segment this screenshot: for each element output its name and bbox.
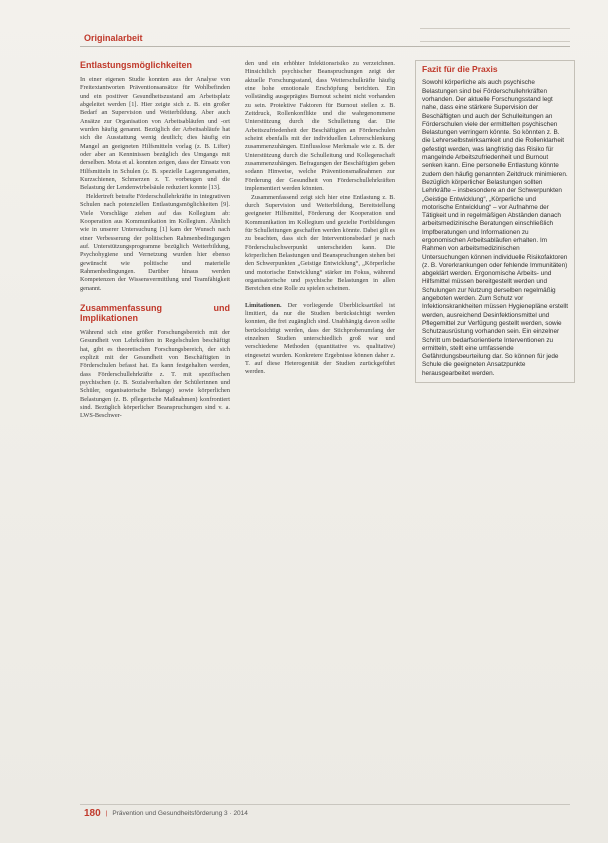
footer-rule <box>80 804 570 805</box>
paragraph: den und ein erhöhter Infektionsrisiko zu verzeichnen. Hinsichtlich psychischer Beanspruchungen zeigt der aktuelle Forschungsstand, dass Weiterschulkräfte häufig eine hohe emotionale Erschöpfung berichten. Ein vollständig ausgeprägtes Burnout scheint nicht vorhanden zu sein. Protektive Faktoren für Burnout stellen z. B. Zeitdruck, Rollenkonflikte und die wahrgenommene Unterstützung durch die Schulleitung dar. Die Arbeitszufriedenheit der Beschäftigten an Förderschulen scheint ebenfalls mit der individuellen Lehrerschlenkung zusammenzuhängen. Einflusslose Merkmale wie z. B. der Unterstützung durch die Schulleitung und Kollegenschaft zusammenzuhängen. Befragungen der Beschäftigten geben sodann Hinweise, welche Präventionsmaßnahmen zur Förderung der Gesundheit von Förderschullehrkräften implementiert werden könnten. <box>245 60 395 193</box>
paragraph: Während sich eine größer Forschungsbereich mit der Gesundheit von Lehrkräften in Regelschulen beschäftigt hat, gibt es theoretischen Forschungsbereich, der sich explizit mit der Gesundheit von Beschäftigten in Förderschulen befasst hat. Es kann festgehalten werden, dass Förderschullehrkräfte z. T. mit spezifischen psychischen (z. B. Sozialverhalten der Schülerinnen und Schüler, organisatorische Belange) sowie körperlichen Belastungen (z. B. pflegerische Maßnahmen) konfrontiert sind. Bezüglich körperlicher Beanspruchungen sind v. a. LWS-Beschwer- <box>80 328 230 420</box>
header-decorative-lines <box>420 28 570 54</box>
paragraph: In einer eigenen Studie konnten aus der Analyse von Freitextantworten Präventionsansätze für Wohlbefinden und ein positiver Gesundheitszustand am Arbeitsplatz abgeleitet werden [1]. Hier zeigte sich z. B. ein großer Bedarf an Supervision und Weiterbildung. Aber auch Ansätze zur Organisation von Arbeitsabläufen und -ort wurden häufig genannt. Bezüglich der Arbeitsabläufe hat sich die Ausstattung wenig deutlich; dies häufig ein Mangel an geeigneten Hilfsmitteln vorlag (z. B. Lifter) oder aber an Kenntnissen bezüglich des Umgangs mit derselben. Mota et al. konnten zeigen, dass der Einsatz von Hilfsmitteln in Schulen (z. B. spezielle Lagerungsmatten, Kurzschienen, Schmerzen z. T. vorbeugen und die Belastung der Lendenwirbelsäule reduziert konnte [13]. <box>80 76 230 192</box>
journal-title: Prävention und Gesundheitsförderung 3 · 2014 <box>112 810 248 817</box>
paragraph: Zusammenfassend zeigt sich hier eine Entlastung z. B. durch Supervision und Weiterbildung, Bereitstellung geeigneter Hilfsmittel, Förderung der Kooperation und Kommunikation im Kollegium und gezielte Fortbildungen für Schulleitungen geschaffen werden könnte. Dabei gilt es zu beachten, dass sich der Interventionsbedarf je nach Förderschulschwerpunkt unterscheiden kann. Die körperlichen Belastungen und Beanspruchungen stehen bei den Schwerpunkten „Geistige Entwicklung“, „Körperliche und motorische Entwicklung“ stärker im Fokus, während organisatorische und psychische Belastungen in allen Bereichen eine Rolle zu spielen scheinen. <box>245 193 395 293</box>
heading-zusammenfassung: Zusammenfassung und Implikationen <box>80 302 230 323</box>
fazit-title: Fazit für die Praxis <box>422 64 498 74</box>
paragraph: Heldertreft betrafte Förderschullehrkräfte in integrativen Schulen nach potenziellen Entlastungsmöglichkeiten [9]. Viele Vorschläge ziehen auf das Kollegium ab: Kooperation aus Kommunikation im Kollegium. Ähnlich wie in unserer Untersuchung [1] kam der Wunsch nach einer Verbesserung der politischen Rahmenbedingungen auf. Unterstützungsprogramme bezüglich Weiterbildung, Psychohygiene und Vernetzung wurden hier ebenso gewünscht wie politische und materielle Rahmenbedingungen. Darüber hinaus werden Kompetenzen der Wissensvermittlung und Teamfähigkeit genannt. <box>80 192 230 292</box>
heading-entlastung: Entlastungsmöglichkeiten <box>80 60 193 70</box>
fazit-box <box>415 60 575 383</box>
column-right <box>415 60 575 620</box>
footer-separator: | <box>105 810 108 817</box>
fazit-text: Sowohl körperliche als auch psychische Belastungen sind bei Förderschullehrkräften vorhanden. Der aktuelle Forschungsstand legt nahe, dass eine stärkere Supervision der Beschäftigten und auch der Schulleitungen an Förderschulen viele der ermittelten psychischen Belastungen verringern könnte. So könnten z. B. die Lehrerselbstwirksamkeit und die Rollenklarheit gefestigt werden, was langfristig das Risiko für mangelnde Arbeitszufriedenheit und Burnout senken kann. Eine personelle Entlastung könnte zudem den häufig genannten Zeitdruck minimieren. Bezüglich körperlicher Belastungen sollten Lehrkräfte – insbesondere an der Schwerpunkten „Geistige Entwicklung“, „Körperliche und motorische Entwicklung“ – vor Aufnahme der Tätigkeit und in regelmäßigen Abständen danach arbeitsmedizinische Beratungen einschließlich Impfberatungen und Informationen zu ergonomischen Arbeitsabläufen erhalten. Im Rahmen von arbeitsmedizinischen Untersuchungen können individuelle Risikofaktoren (z. B. Vorerkrankungen oder fehlende Immunitäten) abgeklärt werden. Ergonomische Arbeits- und Hilfsmittel müssen bereitgestellt werden und Schulungen zur Nutzung derselben regelmäßig angeboten werden. Zum Schutz vor Infektionskrankheiten müssen Hygienepläne erstellt werden, ausreichend Desinfektionsmittel und Pflegemittel zur Verfügung gestellt werden, sowie Schutzausrüstung vorhanden sein. Ein einzelner Schritt um bedarfsorientierte Interventionen zu ermitteln, stellt eine umfassende Gefährdungsbeurteilung dar. So können für jede Schule die geeigneten Ansatzpunkte herausgearbeitet werden. <box>422 79 569 377</box>
page-number: 180 <box>84 808 101 819</box>
column-left <box>80 60 230 800</box>
page-footer <box>84 808 248 819</box>
limitations-text: Der vorliegende Überblicksartikel ist limitiert, da nur die Studien berücksichtigt werden konnten, die frei zugänglich sind. Unabhängig davon sollte berücksichtigt werden, dass der Stichprobenumfang der einzelnen Studien unterschiedlich groß war und verschiedene Methoden (quantitative vs. qualitative) eingesetzt wurden. Konkretere Ergebnisse können daher z. T. auf diese Heterogenität der Studien zurückgeführt werden. <box>245 301 395 376</box>
column-middle <box>245 60 395 605</box>
limitations-label: Limitationen. <box>245 301 282 309</box>
section-label: Originalarbeit <box>84 33 143 43</box>
limitations-paragraph <box>245 302 395 377</box>
